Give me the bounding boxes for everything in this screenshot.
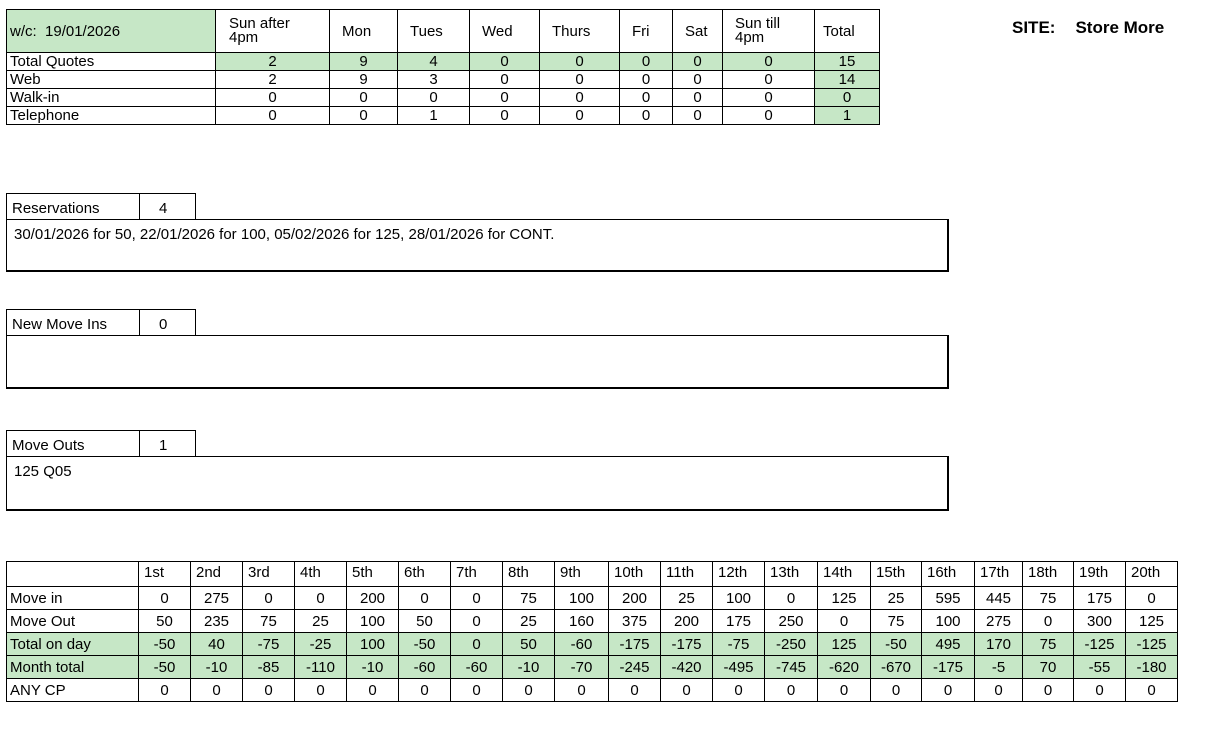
- day-value: -10: [347, 656, 399, 679]
- day-value: 0: [139, 679, 191, 702]
- value-cell: 9: [330, 53, 398, 71]
- move-ins-label: New Move Ins: [7, 310, 140, 335]
- day-header: 19th: [1074, 562, 1126, 587]
- col-header: Fri: [620, 10, 673, 53]
- day-value: 0: [451, 610, 503, 633]
- day-header: 3rd: [243, 562, 295, 587]
- value-cell: 3: [398, 71, 470, 89]
- move-ins-label-box: [6, 309, 196, 336]
- value-cell: 0: [540, 53, 620, 71]
- day-value: 70: [1023, 656, 1074, 679]
- day-value: 50: [503, 633, 555, 656]
- value-cell: 2: [216, 71, 330, 89]
- day-value: 100: [713, 587, 765, 610]
- day-value: -245: [609, 656, 661, 679]
- col-header: Sat: [673, 10, 723, 53]
- day-value: -75: [243, 633, 295, 656]
- value-cell: 9: [330, 71, 398, 89]
- day-value: -55: [1074, 656, 1126, 679]
- day-value: -5: [975, 656, 1023, 679]
- value-cell: 0: [620, 53, 673, 71]
- row-label: Walk-in: [7, 89, 216, 107]
- day-value: -620: [818, 656, 871, 679]
- col-header: Wed: [470, 10, 540, 53]
- day-header: 12th: [713, 562, 765, 587]
- day-value: 0: [1023, 610, 1074, 633]
- day-value: 50: [139, 610, 191, 633]
- day-header-row: [7, 562, 1178, 587]
- total-cell: 15: [815, 53, 880, 71]
- row-move-out: [7, 610, 1178, 633]
- site-heading: [1012, 18, 1164, 38]
- value-cell: 0: [673, 53, 723, 71]
- quotes-header-row: [7, 10, 880, 53]
- value-cell: 0: [673, 71, 723, 89]
- day-value: 0: [1023, 679, 1074, 702]
- wc-label: w/c:: [10, 22, 37, 40]
- day-value: 25: [503, 610, 555, 633]
- day-header: 9th: [555, 562, 609, 587]
- value-cell: 0: [216, 107, 330, 125]
- day-value: 160: [555, 610, 609, 633]
- day-value: -670: [871, 656, 922, 679]
- day-header: 17th: [975, 562, 1023, 587]
- day-value: 0: [243, 679, 295, 702]
- day-value: 0: [139, 587, 191, 610]
- day-value: -60: [555, 633, 609, 656]
- value-cell: 0: [470, 89, 540, 107]
- total-cell: 1: [815, 107, 880, 125]
- day-header: 6th: [399, 562, 451, 587]
- value-cell: 0: [620, 71, 673, 89]
- day-value: 495: [922, 633, 975, 656]
- day-value: -50: [399, 633, 451, 656]
- row-month-total: [7, 656, 1178, 679]
- col-header: Total: [815, 10, 880, 53]
- value-cell: 0: [673, 89, 723, 107]
- row-label: Move in: [7, 587, 139, 610]
- row-label: Total on day: [7, 633, 139, 656]
- day-value: -125: [1126, 633, 1178, 656]
- day-value: 0: [399, 679, 451, 702]
- day-value: 75: [243, 610, 295, 633]
- total-cell: 14: [815, 71, 880, 89]
- day-value: 445: [975, 587, 1023, 610]
- col-header: Tues: [398, 10, 470, 53]
- day-value: 300: [1074, 610, 1126, 633]
- day-value: 75: [1023, 587, 1074, 610]
- reservations-note: 30/01/2026 for 50, 22/01/2026 for 100, 05/02/2026 for 125, 28/01/2026 for CONT.: [6, 219, 949, 272]
- day-value: 75: [1023, 633, 1074, 656]
- day-value: -60: [451, 656, 503, 679]
- row-any-cp: [7, 679, 1178, 702]
- day-value: -50: [871, 633, 922, 656]
- day-value: 25: [295, 610, 347, 633]
- day-value: 100: [922, 610, 975, 633]
- day-value: -495: [713, 656, 765, 679]
- day-value: 0: [818, 610, 871, 633]
- total-cell: 0: [815, 89, 880, 107]
- day-value: -50: [139, 633, 191, 656]
- row-total-on-day: [7, 633, 1178, 656]
- day-value: 0: [243, 587, 295, 610]
- move-outs-count: 1: [159, 437, 168, 454]
- day-value: 0: [818, 679, 871, 702]
- day-value: 125: [1126, 610, 1178, 633]
- move-ins-note: [6, 335, 949, 389]
- day-header: 7th: [451, 562, 503, 587]
- day-value: 170: [975, 633, 1023, 656]
- day-value: 0: [661, 679, 713, 702]
- move-outs-label: Move Outs: [7, 431, 140, 456]
- day-value: -10: [503, 656, 555, 679]
- day-value: 275: [975, 610, 1023, 633]
- day-value: 125: [818, 633, 871, 656]
- day-value: 0: [871, 679, 922, 702]
- day-value: -75: [713, 633, 765, 656]
- day-value: -10: [191, 656, 243, 679]
- day-value: 0: [347, 679, 399, 702]
- day-value: 50: [399, 610, 451, 633]
- move-ins-count: 0: [159, 316, 168, 333]
- value-cell: 0: [723, 89, 815, 107]
- col-header: Sun till 4pm: [723, 10, 815, 53]
- day-value: 375: [609, 610, 661, 633]
- day-value: -70: [555, 656, 609, 679]
- day-value: 40: [191, 633, 243, 656]
- row-move-in: [7, 587, 1178, 610]
- day-value: -110: [295, 656, 347, 679]
- week-commencing-cell: [7, 10, 216, 53]
- day-value: -180: [1126, 656, 1178, 679]
- day-value: 100: [347, 610, 399, 633]
- day-value: 75: [503, 587, 555, 610]
- day-value: -175: [609, 633, 661, 656]
- reservations-label-box: [6, 193, 196, 220]
- value-cell: 0: [216, 89, 330, 107]
- day-header: 11th: [661, 562, 713, 587]
- day-value: 0: [503, 679, 555, 702]
- day-value: 0: [1126, 679, 1178, 702]
- day-value: 0: [399, 587, 451, 610]
- day-value: 175: [1074, 587, 1126, 610]
- value-cell: 0: [330, 89, 398, 107]
- day-value: 0: [765, 679, 818, 702]
- day-value: 595: [922, 587, 975, 610]
- day-value: -420: [661, 656, 713, 679]
- day-value: -175: [922, 656, 975, 679]
- day-value: 25: [871, 587, 922, 610]
- day-value: 0: [451, 587, 503, 610]
- day-value: 0: [609, 679, 661, 702]
- row-label: Web: [7, 71, 216, 89]
- value-cell: 0: [673, 107, 723, 125]
- row-label: Move Out: [7, 610, 139, 633]
- day-value: -125: [1074, 633, 1126, 656]
- day-header: 20th: [1126, 562, 1178, 587]
- value-cell: 0: [540, 71, 620, 89]
- quotes-row-total: [7, 53, 880, 71]
- day-value: 0: [191, 679, 243, 702]
- day-header: 14th: [818, 562, 871, 587]
- value-cell: 4: [398, 53, 470, 71]
- day-header: 18th: [1023, 562, 1074, 587]
- day-value: 100: [347, 633, 399, 656]
- wc-date: 19/01/2026: [45, 22, 121, 40]
- value-cell: 0: [620, 89, 673, 107]
- day-value: 0: [295, 679, 347, 702]
- day-header: 15th: [871, 562, 922, 587]
- move-outs-label-box: [6, 430, 196, 457]
- day-value: 0: [451, 679, 503, 702]
- move-outs-note: 125 Q05: [6, 456, 949, 511]
- value-cell: 0: [540, 107, 620, 125]
- day-value: 275: [191, 587, 243, 610]
- day-value: 100: [555, 587, 609, 610]
- value-cell: 0: [723, 107, 815, 125]
- value-cell: 0: [723, 53, 815, 71]
- day-header: 5th: [347, 562, 399, 587]
- day-value: 200: [347, 587, 399, 610]
- day-value: 0: [765, 587, 818, 610]
- day-value: -85: [243, 656, 295, 679]
- day-header: 1st: [139, 562, 191, 587]
- day-value: 0: [1074, 679, 1126, 702]
- day-value: -250: [765, 633, 818, 656]
- value-cell: 0: [723, 71, 815, 89]
- row-label: Telephone: [7, 107, 216, 125]
- row-label: Month total: [7, 656, 139, 679]
- day-value: -25: [295, 633, 347, 656]
- value-cell: 0: [398, 89, 470, 107]
- col-header: Thurs: [540, 10, 620, 53]
- day-value: 0: [295, 587, 347, 610]
- day-header: 4th: [295, 562, 347, 587]
- day-value: 0: [922, 679, 975, 702]
- row-label: ANY CP: [7, 679, 139, 702]
- day-value: 25: [661, 587, 713, 610]
- quotes-row-telephone: [7, 107, 880, 125]
- day-value: 0: [451, 633, 503, 656]
- quotes-row-walkin: [7, 89, 880, 107]
- day-header: 2nd: [191, 562, 243, 587]
- value-cell: 0: [470, 71, 540, 89]
- day-value: 0: [975, 679, 1023, 702]
- day-value: 0: [1126, 587, 1178, 610]
- row-label: Total Quotes: [7, 53, 216, 71]
- day-header: 8th: [503, 562, 555, 587]
- value-cell: 2: [216, 53, 330, 71]
- reservations-label: Reservations: [7, 194, 140, 219]
- site-label: SITE:: [1012, 18, 1056, 37]
- value-cell: 0: [470, 53, 540, 71]
- day-value: 200: [609, 587, 661, 610]
- value-cell: 0: [540, 89, 620, 107]
- value-cell: 0: [620, 107, 673, 125]
- day-header: 13th: [765, 562, 818, 587]
- value-cell: 0: [470, 107, 540, 125]
- daily-movement-table: [6, 561, 1178, 702]
- day-value: 175: [713, 610, 765, 633]
- day-value: 75: [871, 610, 922, 633]
- day-value: 235: [191, 610, 243, 633]
- value-cell: 1: [398, 107, 470, 125]
- day-header: 10th: [609, 562, 661, 587]
- quotes-table: [6, 9, 880, 125]
- day-value: 200: [661, 610, 713, 633]
- reservations-count: 4: [159, 200, 168, 217]
- day-value: -50: [139, 656, 191, 679]
- value-cell: 0: [330, 107, 398, 125]
- day-value: 0: [555, 679, 609, 702]
- day-value: -745: [765, 656, 818, 679]
- col-header: Mon: [330, 10, 398, 53]
- day-value: -175: [661, 633, 713, 656]
- day-value: -60: [399, 656, 451, 679]
- day-value: 0: [713, 679, 765, 702]
- site-name: Store More: [1075, 18, 1165, 37]
- day-header: 16th: [922, 562, 975, 587]
- day-value: 250: [765, 610, 818, 633]
- col-header: Sun after 4pm: [216, 10, 330, 53]
- quotes-row-web: [7, 71, 880, 89]
- blank-header-cell: [7, 562, 139, 587]
- day-value: 125: [818, 587, 871, 610]
